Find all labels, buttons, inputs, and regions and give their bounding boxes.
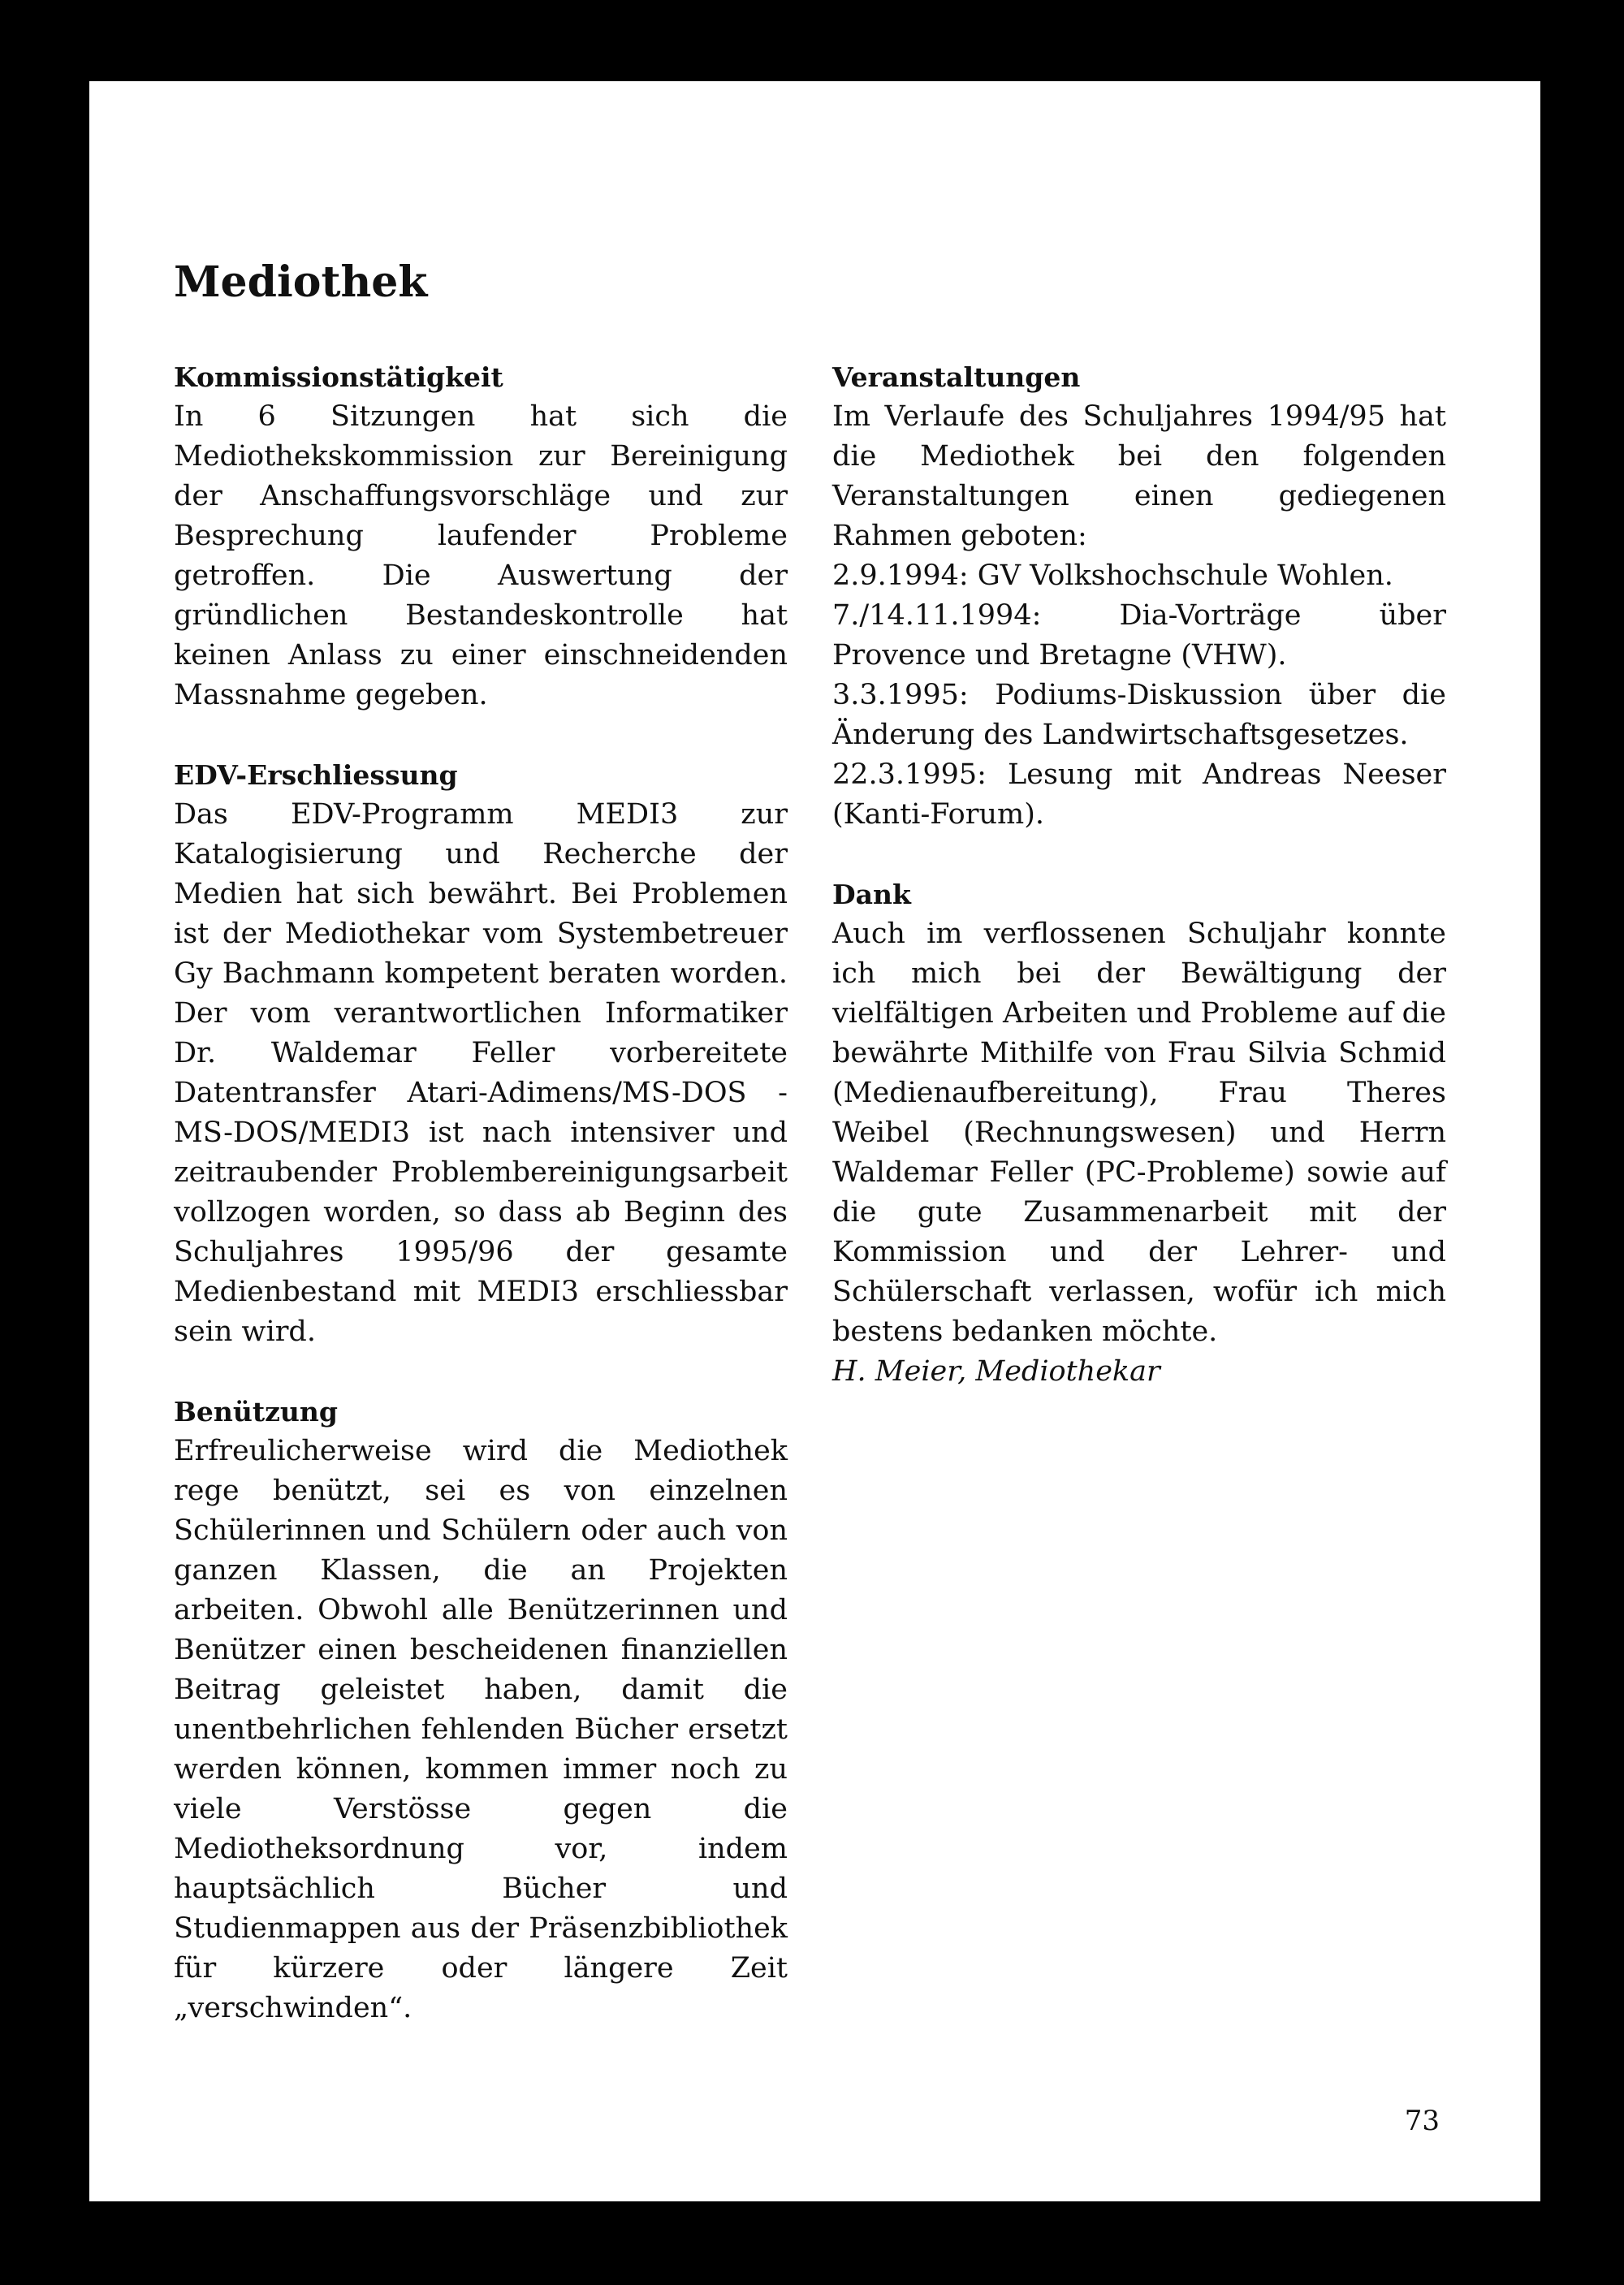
event-item: 2.9.1994: GV Volkshochschule Wohlen.: [832, 559, 1393, 592]
page-title: Mediothek: [174, 257, 428, 307]
section-heading: EDV-Erschliessung: [174, 759, 458, 791]
document-page: [89, 81, 1540, 2201]
section-text: Auch im verflossenen Schuljahr konnte ich mich bei der Bewältigung der vielfältigen Arbeiten und Probleme auf die bewährte Mithilfe von Frau Silvia Schmid (Medienaufbereitung), Frau Theres Weibel (Rechnungswesen) und Herrn Waldemar Feller (PC-Probleme) sowie auf die gute Zusammenarbeit mit der Kommission und der Lehrer- und Schülerschaft verlassen, wofür ich mich bestens bedanken möchte.: [832, 918, 1446, 1348]
event-item: 3.3.1995: Podiums-Diskussion über die Änderung des Landwirtschaftsgesetzes.: [832, 679, 1446, 751]
section-dank: [832, 875, 1446, 1392]
section-edv: [174, 755, 788, 1352]
right-column: [832, 357, 1446, 1432]
event-list: [832, 556, 1446, 835]
signature: H. Meier, Mediothekar: [832, 1355, 1160, 1388]
section-kommission: [174, 357, 788, 715]
section-benuetzung: [174, 1392, 788, 2028]
left-column: [174, 357, 788, 2068]
section-veranstaltungen: [832, 357, 1446, 835]
event-item: 22.3.1995: Lesung mit Andreas Neeser (Kanti-Forum).: [832, 758, 1446, 831]
section-heading: Veranstaltungen: [832, 361, 1081, 393]
page-number: 73: [1404, 2105, 1440, 2137]
section-text: Das EDV-Programm MEDI3 zur Katalogisierung und Recherche der Medien hat sich bewährt. Bei Problemen ist der Mediothekar vom Systembetreuer Gy Bachmann kompetent beraten worden. Der vom verantwortlichen Informatiker Dr. Waldemar Feller vorbereitete Datentransfer Atari-Adimens/MS-DOS - MS-DOS/MEDI3 ist nach intensiver und zeitraubender Problembereinigungsarbeit vollzogen worden, so dass ab Beginn des Schuljahres 1995/96 der gesamte Medienbestand mit MEDI3 erschliessbar sein wird.: [174, 798, 788, 1348]
section-text: In 6 Sitzungen hat sich die Mediothekskommission zur Bereinigung der Anschaffungsvorschläge und zur Besprechung laufender Probleme getroffen. Die Auswertung der gründlichen Bestandeskontrolle hat keinen Anlass zu einer einschneidenden Massnahme gegeben.: [174, 400, 788, 711]
section-intro: Im Verlaufe des Schuljahres 1994/95 hat die Mediothek bei den folgenden Veranstaltungen einen gediegenen Rahmen geboten:: [832, 400, 1446, 552]
section-heading: Benützung: [174, 1396, 338, 1428]
event-item: 7./14.11.1994: Dia-Vorträge über Provence und Bretagne (VHW).: [832, 599, 1446, 672]
section-heading: Kommissionstätigkeit: [174, 361, 503, 393]
section-text: Erfreulicherweise wird die Mediothek rege benützt, sei es von einzelnen Schülerinnen und Schülern oder auch von ganzen Klassen, die an Projekten arbeiten. Obwohl alle Benützerinnen und Benützer einen bescheidenen finanziellen Beitrag geleistet haben, damit die unentbehrlichen fehlenden Bücher ersetzt werden können, kommen immer noch zu viele Verstösse gegen die Mediotheksordnung vor, indem hauptsächlich Bücher und Studienmappen aus der Präsenzbibliothek für kürzere oder längere Zeit „verschwinden“.: [174, 1435, 788, 2024]
section-heading: Dank: [832, 879, 911, 910]
